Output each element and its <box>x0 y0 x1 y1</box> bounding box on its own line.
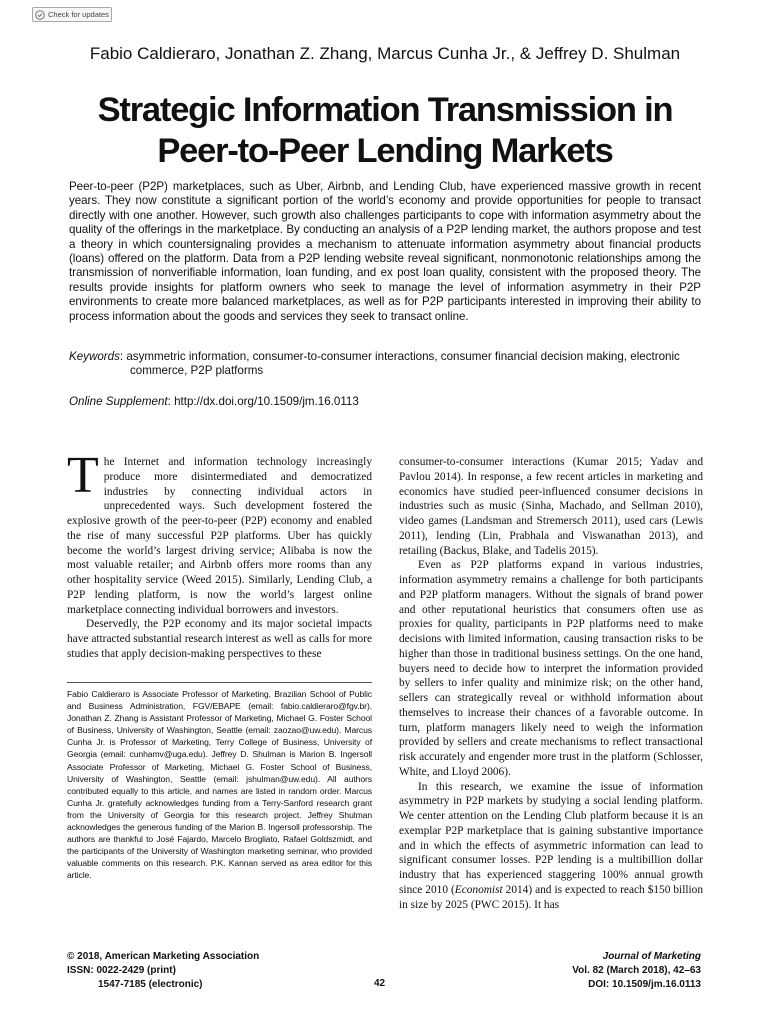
page-number: 42 <box>374 978 386 989</box>
intro-paragraph-2: Deservedly, the P2P economy and its major societal impacts have attracted substantial research interest as well as calls for more studies that apply decision-making perspectives to these <box>67 618 372 660</box>
intro-paragraph-1: The Internet and information technology increasingly produce more disintermediated and democratized industries by connecting individual actors in unprecedented ways. Such development fostered the explosive growth of the peer-to-peer (P2P) economy and enabled the rise of many successful P2P platforms. Uber has quickly become the world’s largest driving service; Alibaba is now the most valuable retailer; and Airbnb offers more rooms than any other hospitality service (Weed 2015). Similarly, Lending Club, a P2P lending platform, is now the world’s largest online marketplace connecting individual borrowers and investors. <box>67 447 372 616</box>
journal-volume: Vol. 82 (March 2018), 42–63 <box>572 965 701 976</box>
issn-print: ISSN: 0022-2429 (print) <box>67 965 176 976</box>
author-footnote: Fabio Caldieraro is Associate Professor of Marketing, Brazilian School of Public and Business Administration, FGV/EBAPE (email: fabio.caldieraro@fgv.br). Jonathan Z. Zhang is Assistant Professor of Marketing, Michael G. Foster School of Business, University of Washington, Seattle (email: zaozao@uw.edu). Marcus Cunha Jr. is Professor of Marketing, Terry College of Business, University of Georgia (email: cunhamv@uga.edu). Jeffrey D. Shulman is Marion B. Ingersoll Associate Professor of Marketing, Michael G. Foster School of Business, University of Washington, Seattle (email: jshulman@uw.edu). All authors contributed equally to this article, and names are listed in random order. Marcus Cunha Jr. gratefully acknowledges funding from a Terry-Sanford research grant from the University of Georgia for this research project. Jeffrey Shulman acknowledges the generous funding of the Marion B. Ingersoll professorship. The authors are thankful to José Fajardo, Marcelo Brogliato, Rafael Goldszmidt, and the participants of the University of Washington marketing seminar, who provided valuable comments on this research. P.K. Kannan served as area editor for this article. <box>67 689 372 881</box>
supplement-link[interactable]: http://dx.doi.org/10.1509/jm.16.0113 <box>174 395 359 408</box>
keywords: Keywords: asymmetric information, consumer-to-consumer interactions, consumer financial decision making, electronic commerce, P2P platforms <box>69 350 680 378</box>
badge-label: Check for updates <box>48 10 109 19</box>
body-paragraph: Even as P2P platforms expand in various industries, information asymmetry remains a challenge for both participants and P2P platform managers. Without the signals of brand power and other reputational heuristics that consumers often use as proxies for quality, participants in P2P platforms need to make decisions with limited information, causing transaction risks to be higher than those in traditional business settings. On the one hand, buyers need to decide how to interpret the information provided by sellers to infer quality and minimize risk; on the other hand, sellers can strategically reveal or withhold information about themselves to increase their chances of a favorable outcome. In turn, platform managers likely need to weigh the information provided by sellers and create mechanisms to reflect transactional risk accurately and engender more trust in the platform (Schlosser, White, and Lloyd 2006). <box>399 559 703 778</box>
check-updates-icon <box>35 10 45 20</box>
keywords-text: asymmetric information, consumer-to-consumer interactions, consumer financial decision making, electronic commerce, P2P platforms <box>126 350 680 378</box>
author-list: Fabio Caldieraro, Jonathan Z. Zhang, Marcus Cunha Jr., & Jeffrey D. Shulman <box>89 44 681 63</box>
body-paragraph: In this research, we examine the issue of information asymmetry in P2P markets by studying a social lending platform. We center attention on the Lending Club platform because it is an exemplar P2P marketplace that is gaining substantive importance and in which the effects of asymmetric information can lead to significant consumer losses. P2P lending is a multibillion dollar industry that has experienced staggering 100% annual growth since 2010 (Economist 2014) and is expected to reach $150 billion in size by 2025 (PWC 2015). It has <box>399 780 703 911</box>
footnote-divider <box>67 682 372 683</box>
check-for-updates-badge[interactable] <box>32 7 112 22</box>
journal-info <box>572 950 701 992</box>
title-line-1: Strategic Information Transmission in <box>97 91 673 129</box>
title-line-2: Peer-to-Peer Lending Markets <box>157 132 613 170</box>
copyright-block <box>67 950 259 992</box>
body-column-right <box>399 455 703 912</box>
journal-name: Journal of Marketing <box>602 951 701 962</box>
article-doi: DOI: 10.1509/jm.16.0113 <box>588 979 701 990</box>
body-column-left <box>67 447 372 662</box>
online-supplement: Online Supplement: http://dx.doi.org/10.1509/jm.16.0113 <box>69 395 359 408</box>
abstract: Peer-to-peer (P2P) marketplaces, such as Uber, Airbnb, and Lending Club, have experienced massive growth in recent years. They now constitute a significant portion of the world’s economy and provide opportunities for people to transact directly with one another. However, such growth also challenges participants to cope with information asymmetry about the quality of the offerings in the marketplace. By conducting an analysis of a P2P lending market, the authors propose and test a theory in which countersignaling provides a mechanism to attenuate information asymmetry about financial products (loans) offered on the platform. Data from a P2P lending website reveal significant, nonmonotonic relationships among the transmission of nonverifiable information, loan funding, and ex post loan quality, consistent with the proposed theory. The results provide insights for platform owners who seek to manage the level of information asymmetry in their P2P environments to create more balanced marketplaces, as well as for P2P participants interested in improving their ability to process information about the goods and services they seek to transact online. <box>69 180 701 323</box>
issn-electronic: 1547-7185 (electronic) <box>98 979 203 990</box>
drop-cap: T <box>67 447 99 504</box>
supplement-label: Online Supplement <box>69 395 168 408</box>
copyright-line: © 2018, American Marketing Association <box>67 951 260 962</box>
keywords-label: Keywords <box>69 350 120 363</box>
body-paragraph-continued: consumer-to-consumer interactions (Kumar 2015; Yadav and Pavlou 2014). In response, a few recent articles in marketing and economics have studied peer-influenced consumer decisions in industries such as music (Sinha, Machado, and Sellman 2010), video games (Landsman and Stremersch 2011), used cars (Lewis 2011), lending (Lin, Prabhala and Viswanathan 2013), and retailing (Backus, Blake, and Tadelis 2015). <box>399 456 703 557</box>
article-title <box>30 90 740 172</box>
